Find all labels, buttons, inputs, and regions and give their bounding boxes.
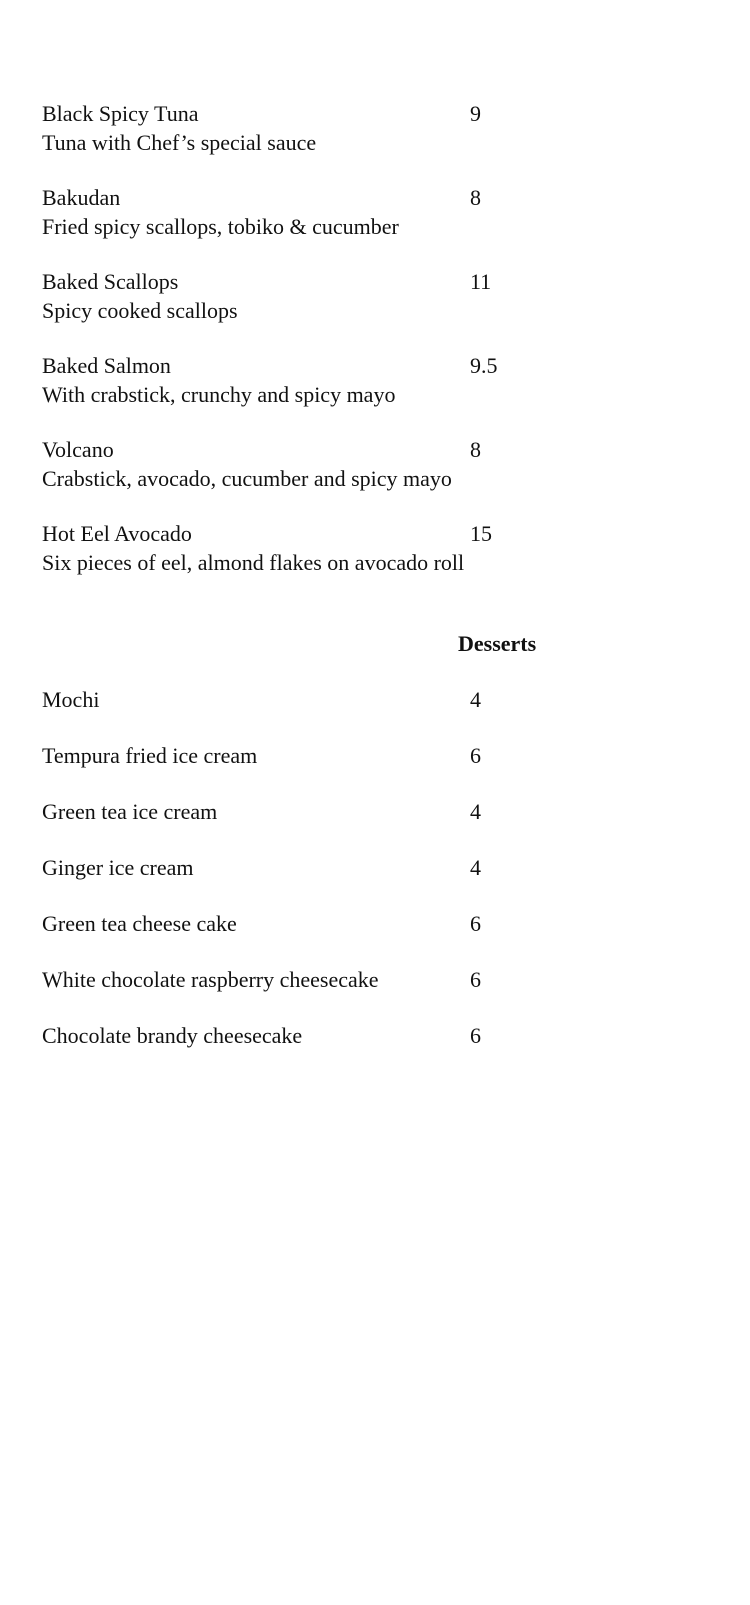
dessert-item — [42, 742, 662, 798]
menu-item-name: Hot Eel Avocado — [42, 521, 192, 546]
dessert-item-name: Chocolate brandy cheesecake — [42, 1023, 303, 1048]
menu-item-description: Tuna with Chef’s special sauce — [42, 130, 317, 155]
menu-item-price: 11 — [470, 269, 492, 294]
dessert-item-name: Tempura fried ice cream — [42, 743, 258, 768]
menu-item — [42, 100, 662, 184]
menu-item-description: Crabstick, avocado, cucumber and spicy mayo — [42, 466, 452, 491]
dessert-item — [42, 910, 662, 966]
desserts-heading: Desserts — [458, 631, 537, 656]
dessert-item-price: 6 — [470, 967, 481, 992]
dessert-item-name: Green tea cheese cake — [42, 911, 237, 936]
menu-item-price: 9.5 — [470, 353, 498, 378]
menu-item-name: Volcano — [42, 437, 114, 462]
dessert-item-name: Ginger ice cream — [42, 855, 194, 880]
menu-item-description: Six pieces of eel, almond flakes on avocado roll — [42, 550, 465, 575]
menu-item-name: Baked Scallops — [42, 269, 179, 294]
menu-item — [42, 268, 662, 352]
menu-item — [42, 520, 662, 604]
menu-item-name: Baked Salmon — [42, 353, 171, 378]
menu-item-name: Bakudan — [42, 185, 121, 210]
dessert-item-price: 4 — [470, 855, 481, 880]
menu-item — [42, 436, 662, 520]
dessert-item-name: Green tea ice cream — [42, 799, 218, 824]
special-rolls-list — [42, 100, 662, 604]
desserts-list — [42, 686, 662, 1078]
dessert-item-price: 6 — [470, 911, 481, 936]
dessert-item-price: 6 — [470, 743, 481, 768]
menu-item — [42, 184, 662, 268]
dessert-item-name: White chocolate raspberry cheesecake — [42, 967, 379, 992]
dessert-item — [42, 966, 662, 1022]
dessert-item — [42, 854, 662, 910]
dessert-item-price: 4 — [470, 687, 481, 712]
dessert-item-name: Mochi — [42, 687, 100, 712]
menu-item-price: 15 — [470, 521, 492, 546]
menu-item-description: Fried spicy scallops, tobiko & cucumber — [42, 214, 399, 239]
menu-item-description: Spicy cooked scallops — [42, 298, 238, 323]
menu-item-description: With crabstick, crunchy and spicy mayo — [42, 382, 396, 407]
dessert-item — [42, 798, 662, 854]
menu-item-price: 8 — [470, 437, 481, 462]
dessert-item — [42, 1022, 662, 1078]
dessert-item-price: 6 — [470, 1023, 481, 1048]
menu-item-name: Black Spicy Tuna — [42, 101, 199, 126]
dessert-item-price: 4 — [470, 799, 481, 824]
dessert-item — [42, 686, 662, 742]
menu-item-price: 8 — [470, 185, 481, 210]
menu-item — [42, 352, 662, 436]
menu-item-price: 9 — [470, 101, 481, 126]
